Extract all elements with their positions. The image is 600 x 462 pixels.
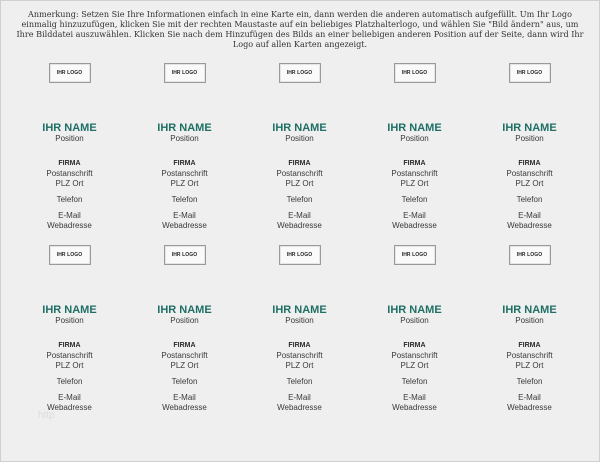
card-web[interactable]: Webadresse [162, 403, 207, 412]
card-city[interactable]: PLZ Ort [285, 361, 314, 370]
card-web[interactable]: Webadresse [277, 221, 322, 230]
card-street[interactable]: Postanschrift [276, 169, 323, 178]
card-city[interactable]: PLZ Ort [55, 361, 84, 370]
card-web[interactable]: Webadresse [392, 403, 437, 412]
card-email[interactable]: E-Mail [58, 211, 81, 220]
business-card [472, 245, 587, 427]
logo-placeholder[interactable] [164, 63, 206, 83]
card-name[interactable]: IHR NAME [272, 304, 327, 316]
card-position[interactable]: Position [400, 316, 429, 325]
card-position[interactable]: Position [55, 316, 84, 325]
card-web[interactable]: Webadresse [507, 403, 552, 412]
card-company[interactable]: FIRMA [288, 342, 311, 349]
card-name[interactable]: IHR NAME [272, 122, 327, 134]
card-phone[interactable]: Telefon [286, 377, 313, 386]
card-email[interactable]: E-Mail [173, 211, 196, 220]
business-card [127, 63, 242, 245]
card-city[interactable]: PLZ Ort [170, 361, 199, 370]
logo-placeholder[interactable] [164, 245, 206, 265]
card-street[interactable]: Postanschrift [161, 351, 208, 360]
logo-label: IHR LOGO [516, 70, 543, 76]
business-card [242, 245, 357, 427]
card-city[interactable]: PLZ Ort [55, 179, 84, 188]
card-email[interactable]: E-Mail [288, 393, 311, 402]
logo-label: IHR LOGO [56, 70, 83, 76]
business-card [12, 63, 127, 245]
card-position[interactable]: Position [400, 134, 429, 143]
card-position[interactable]: Position [515, 134, 544, 143]
business-card [472, 63, 587, 245]
card-company[interactable]: FIRMA [403, 342, 426, 349]
logo-label: IHR LOGO [286, 252, 313, 258]
logo-label: IHR LOGO [171, 70, 198, 76]
card-web[interactable]: Webadresse [392, 221, 437, 230]
card-position[interactable]: Position [55, 134, 84, 143]
card-city[interactable]: PLZ Ort [170, 179, 199, 188]
card-phone[interactable]: Telefon [516, 195, 543, 204]
card-company[interactable]: FIRMA [518, 342, 541, 349]
business-card [127, 245, 242, 427]
card-street[interactable]: Postanschrift [506, 351, 553, 360]
instruction-note: Anmerkung: Setzen Sie Ihre Informationen einfach in eine Karte ein, dann werden die anderen automatisch aufgefüllt. Um Ihr Logo einmalig hinzuzufügen, klicken Sie mit der rechten Maustaste auf ein beliebiges Platzhalterlogo, und wählen Sie "Bild ändern" aus, um Ihre Bilddatei auszuwählen. Klicken Sie nach dem Hinzufügen des Bilds an einer beliebigen anderen Position auf der Seite, dann wird Ihr Logo auf allen Karten angezeigt. [16, 9, 584, 49]
card-street[interactable]: Postanschrift [161, 169, 208, 178]
card-phone[interactable]: Telefon [286, 195, 313, 204]
card-company[interactable]: FIRMA [173, 160, 196, 167]
card-email[interactable]: E-Mail [403, 211, 426, 220]
logo-placeholder[interactable] [49, 63, 91, 83]
logo-placeholder[interactable] [394, 63, 436, 83]
card-position[interactable]: Position [515, 316, 544, 325]
logo-placeholder[interactable] [279, 245, 321, 265]
card-company[interactable]: FIRMA [403, 160, 426, 167]
logo-label: IHR LOGO [56, 252, 83, 258]
card-phone[interactable]: Telefon [56, 377, 83, 386]
card-phone[interactable]: Telefon [401, 195, 428, 204]
logo-label: IHR LOGO [401, 252, 428, 258]
card-name[interactable]: IHR NAME [157, 304, 212, 316]
card-city[interactable]: PLZ Ort [515, 361, 544, 370]
card-name[interactable]: IHR NAME [157, 122, 212, 134]
business-card-grid [12, 63, 587, 427]
card-web[interactable]: Webadresse [162, 221, 207, 230]
card-position[interactable]: Position [285, 134, 314, 143]
card-position[interactable]: Position [285, 316, 314, 325]
business-card [242, 63, 357, 245]
card-name[interactable]: IHR NAME [387, 304, 442, 316]
logo-placeholder[interactable] [279, 63, 321, 83]
card-email[interactable]: E-Mail [288, 211, 311, 220]
card-name[interactable]: IHR NAME [42, 122, 97, 134]
card-name[interactable]: IHR NAME [387, 122, 442, 134]
card-name[interactable]: IHR NAME [502, 304, 557, 316]
card-email[interactable]: E-Mail [518, 211, 541, 220]
card-company[interactable]: FIRMA [288, 160, 311, 167]
card-position[interactable]: Position [170, 134, 199, 143]
card-street[interactable]: Postanschrift [391, 169, 438, 178]
card-street[interactable]: Postanschrift [46, 351, 93, 360]
business-card [12, 245, 127, 427]
card-street[interactable]: Postanschrift [391, 351, 438, 360]
card-web[interactable]: Webadresse [47, 403, 92, 412]
watermark: http [38, 410, 55, 421]
card-company[interactable]: FIRMA [58, 160, 81, 167]
card-name[interactable]: IHR NAME [502, 122, 557, 134]
logo-placeholder[interactable] [394, 245, 436, 265]
business-card [357, 245, 472, 427]
card-phone[interactable]: Telefon [401, 377, 428, 386]
logo-label: IHR LOGO [286, 70, 313, 76]
card-company[interactable]: FIRMA [58, 342, 81, 349]
logo-label: IHR LOGO [516, 252, 543, 258]
logo-placeholder[interactable] [49, 245, 91, 265]
card-street[interactable]: Postanschrift [46, 169, 93, 178]
card-phone[interactable]: Telefon [516, 377, 543, 386]
card-company[interactable]: FIRMA [518, 160, 541, 167]
card-city[interactable]: PLZ Ort [400, 361, 429, 370]
card-street[interactable]: Postanschrift [276, 351, 323, 360]
card-web[interactable]: Webadresse [507, 221, 552, 230]
logo-placeholder[interactable] [509, 63, 551, 83]
card-city[interactable]: PLZ Ort [285, 179, 314, 188]
card-city[interactable]: PLZ Ort [400, 179, 429, 188]
business-card [357, 63, 472, 245]
logo-placeholder[interactable] [509, 245, 551, 265]
card-web[interactable]: Webadresse [277, 403, 322, 412]
card-email[interactable]: E-Mail [58, 393, 81, 402]
card-name[interactable]: IHR NAME [42, 304, 97, 316]
card-position[interactable]: Position [170, 316, 199, 325]
card-phone[interactable]: Telefon [171, 377, 198, 386]
logo-label: IHR LOGO [171, 252, 198, 258]
card-city[interactable]: PLZ Ort [515, 179, 544, 188]
card-phone[interactable]: Telefon [56, 195, 83, 204]
card-email[interactable]: E-Mail [173, 393, 196, 402]
logo-label: IHR LOGO [401, 70, 428, 76]
card-web[interactable]: Webadresse [47, 221, 92, 230]
card-email[interactable]: E-Mail [518, 393, 541, 402]
card-email[interactable]: E-Mail [403, 393, 426, 402]
card-phone[interactable]: Telefon [171, 195, 198, 204]
card-company[interactable]: FIRMA [173, 342, 196, 349]
card-street[interactable]: Postanschrift [506, 169, 553, 178]
